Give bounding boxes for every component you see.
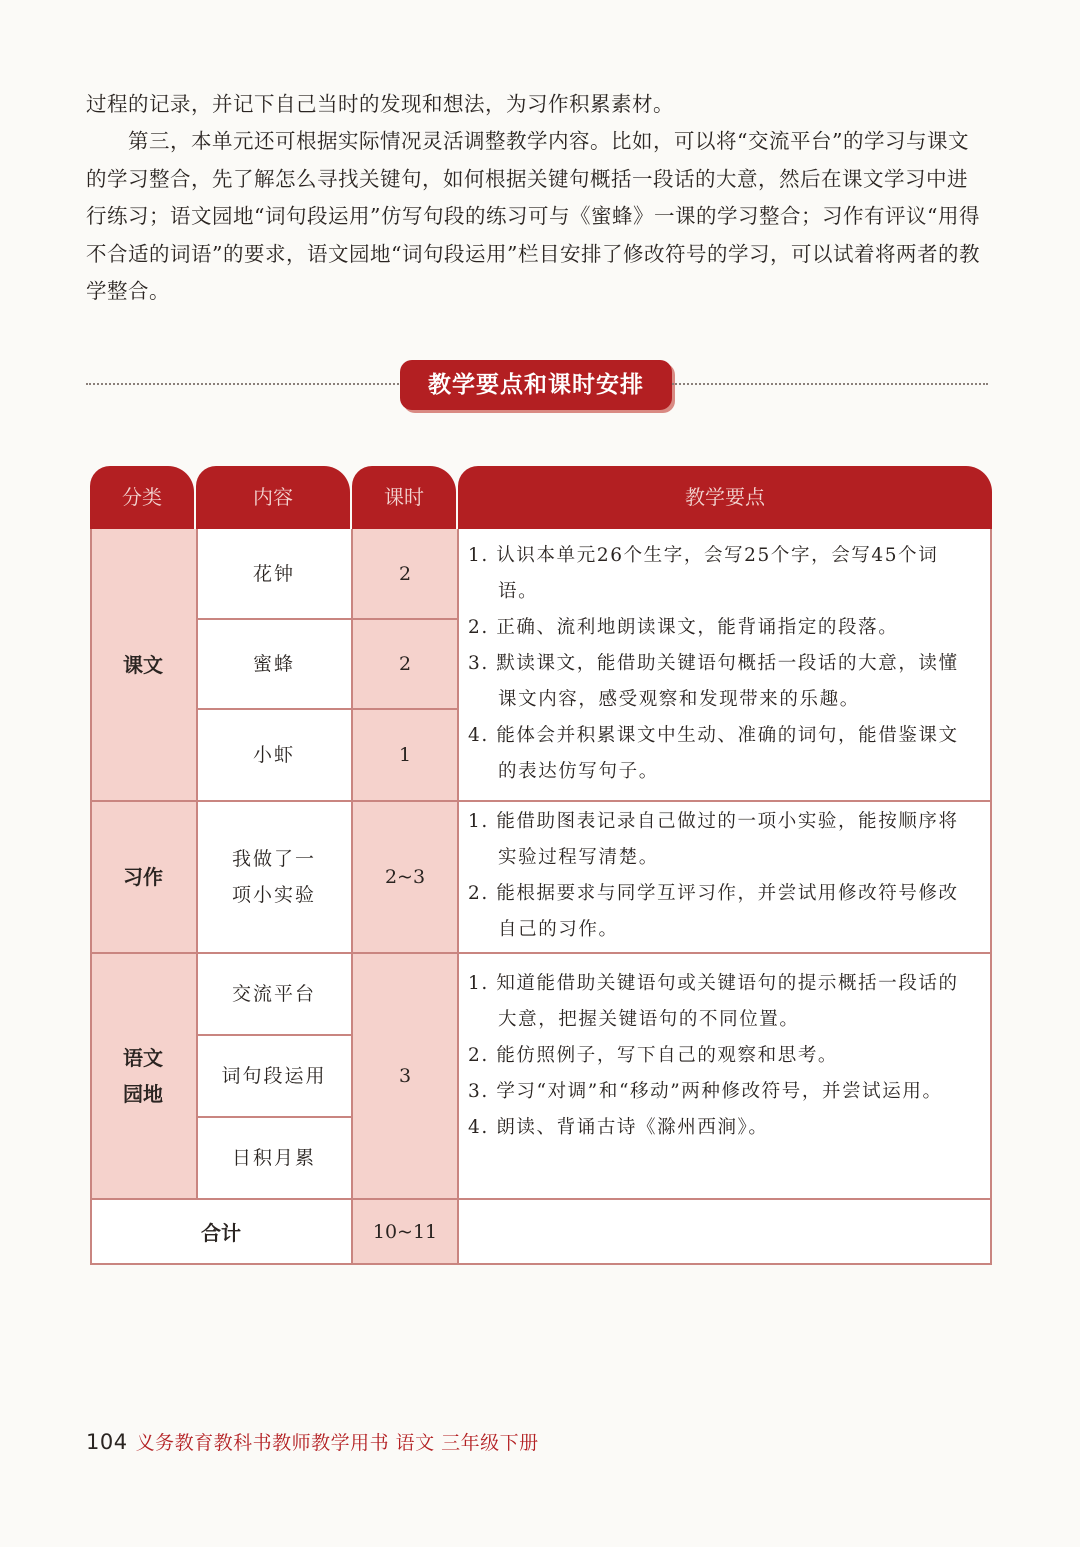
points-group-yuwenyuandi (468, 966, 978, 1146)
grid-vline (196, 529, 198, 1199)
content-cell (196, 801, 352, 953)
grid-vline (351, 529, 353, 1264)
header-teaching-points: 教学要点 (458, 466, 992, 529)
header-hours: 课时 (352, 466, 456, 529)
hours-cell: 3 (352, 953, 458, 1199)
content-cell: 词句段运用 (196, 1035, 352, 1117)
hours-cell: 2 (352, 619, 458, 709)
dotted-rule-left (86, 383, 402, 385)
category-xizuo: 习作 (90, 801, 196, 953)
hours-cell: 2~3 (352, 801, 458, 953)
point-item: 2. 正确、流利地朗读课文，能背诵指定的段落。 (468, 617, 899, 638)
grid-vline (990, 529, 992, 1264)
point-item: 1. 能借助图表记录自己做过的一项小实验，能按顺序将实验过程写清楚。 (468, 811, 959, 868)
category-kewen: 课文 (90, 529, 196, 801)
point-item: 1. 知道能借助关键语句或关键语句的提示概括一段话的大意，把握关键语句的不同位置。 (468, 973, 959, 1030)
grid-hline (90, 1198, 992, 1200)
point-item: 3. 默读课文，能借助关键语句概括一段话的大意，读懂课文内容，感受观察和发现带来的乐趣。 (468, 653, 959, 710)
grid-hline (90, 952, 992, 954)
schedule-table (90, 466, 992, 1264)
grid-hline (196, 708, 458, 710)
total-hours: 10~11 (352, 1199, 458, 1264)
point-item: 2. 能仿照例子，写下自己的观察和思考。 (468, 1045, 839, 1066)
point-item: 4. 能体会并积累课文中生动、准确的词句，能借鉴课文的表达仿写句子。 (468, 725, 959, 782)
grid-vline (90, 529, 92, 1264)
content-cell: 交流平台 (196, 953, 352, 1035)
header-category: 分类 (90, 466, 194, 529)
grid-hline (196, 618, 458, 620)
grid-hline (90, 800, 992, 802)
content-cell: 蜜蜂 (196, 619, 352, 709)
grid-hline (196, 1116, 352, 1118)
point-item: 1. 认识本单元26个生字，会写25个字，会写45个词语。 (468, 545, 939, 602)
total-points-empty (458, 1199, 992, 1264)
content-cell: 小虾 (196, 709, 352, 801)
point-item: 3. 学习“对调”和“移动”两种修改符号，并尝试运用。 (468, 1081, 943, 1102)
paragraph-1: 过程的记录，并记下自己当时的发现和想法，为习作积累素材。 (86, 92, 674, 116)
section-heading (86, 360, 988, 412)
book-title: 义务教育教科书教师教学用书 语文 三年级下册 (135, 1432, 539, 1454)
category-yuwenyuandi (90, 953, 196, 1199)
hours-cell: 1 (352, 709, 458, 801)
dotted-rule-right (672, 383, 988, 385)
grid-vline (457, 529, 459, 1264)
point-item: 2. 能根据要求与同学互评习作，并尝试用修改符号修改自己的习作。 (468, 883, 959, 940)
content-cell: 日积月累 (196, 1117, 352, 1199)
points-group-kewen (468, 538, 978, 790)
point-item: 4. 朗读、背诵古诗《滁州西涧》。 (468, 1117, 769, 1138)
page-footer (86, 1428, 539, 1455)
category-yuwenyuandi-label: 语文园地 (123, 1046, 163, 1106)
grid-hline (90, 1263, 992, 1265)
content-cell: 花钟 (196, 529, 352, 619)
header-content: 内容 (196, 466, 350, 529)
content-cell-label: 我做了一项小实验 (231, 848, 316, 906)
section-title: 教学要点和课时安排 (400, 360, 672, 410)
hours-cell: 2 (352, 529, 458, 619)
paragraph-2: 第三，本单元还可根据实际情况灵活调整教学内容。比如，可以将“交流平台”的学习与课文的学习整合，先了解怎么寻找关键句，如何根据关键句概括一段话的大意，然后在课文学习中进行练习；语文园地“词句段运用”仿写句段的练习可与《蜜蜂》一课的学习整合；习作有评议“用得不合适的词语”的要求，语文园地“词句段运用”栏目安排了修改符号的学习，可以试着将两者的教学整合。 (86, 129, 980, 303)
total-label: 合计 (90, 1199, 352, 1264)
points-group-xizuo (468, 804, 978, 948)
grid-hline (196, 1034, 352, 1036)
page-number: 104 (86, 1430, 128, 1454)
